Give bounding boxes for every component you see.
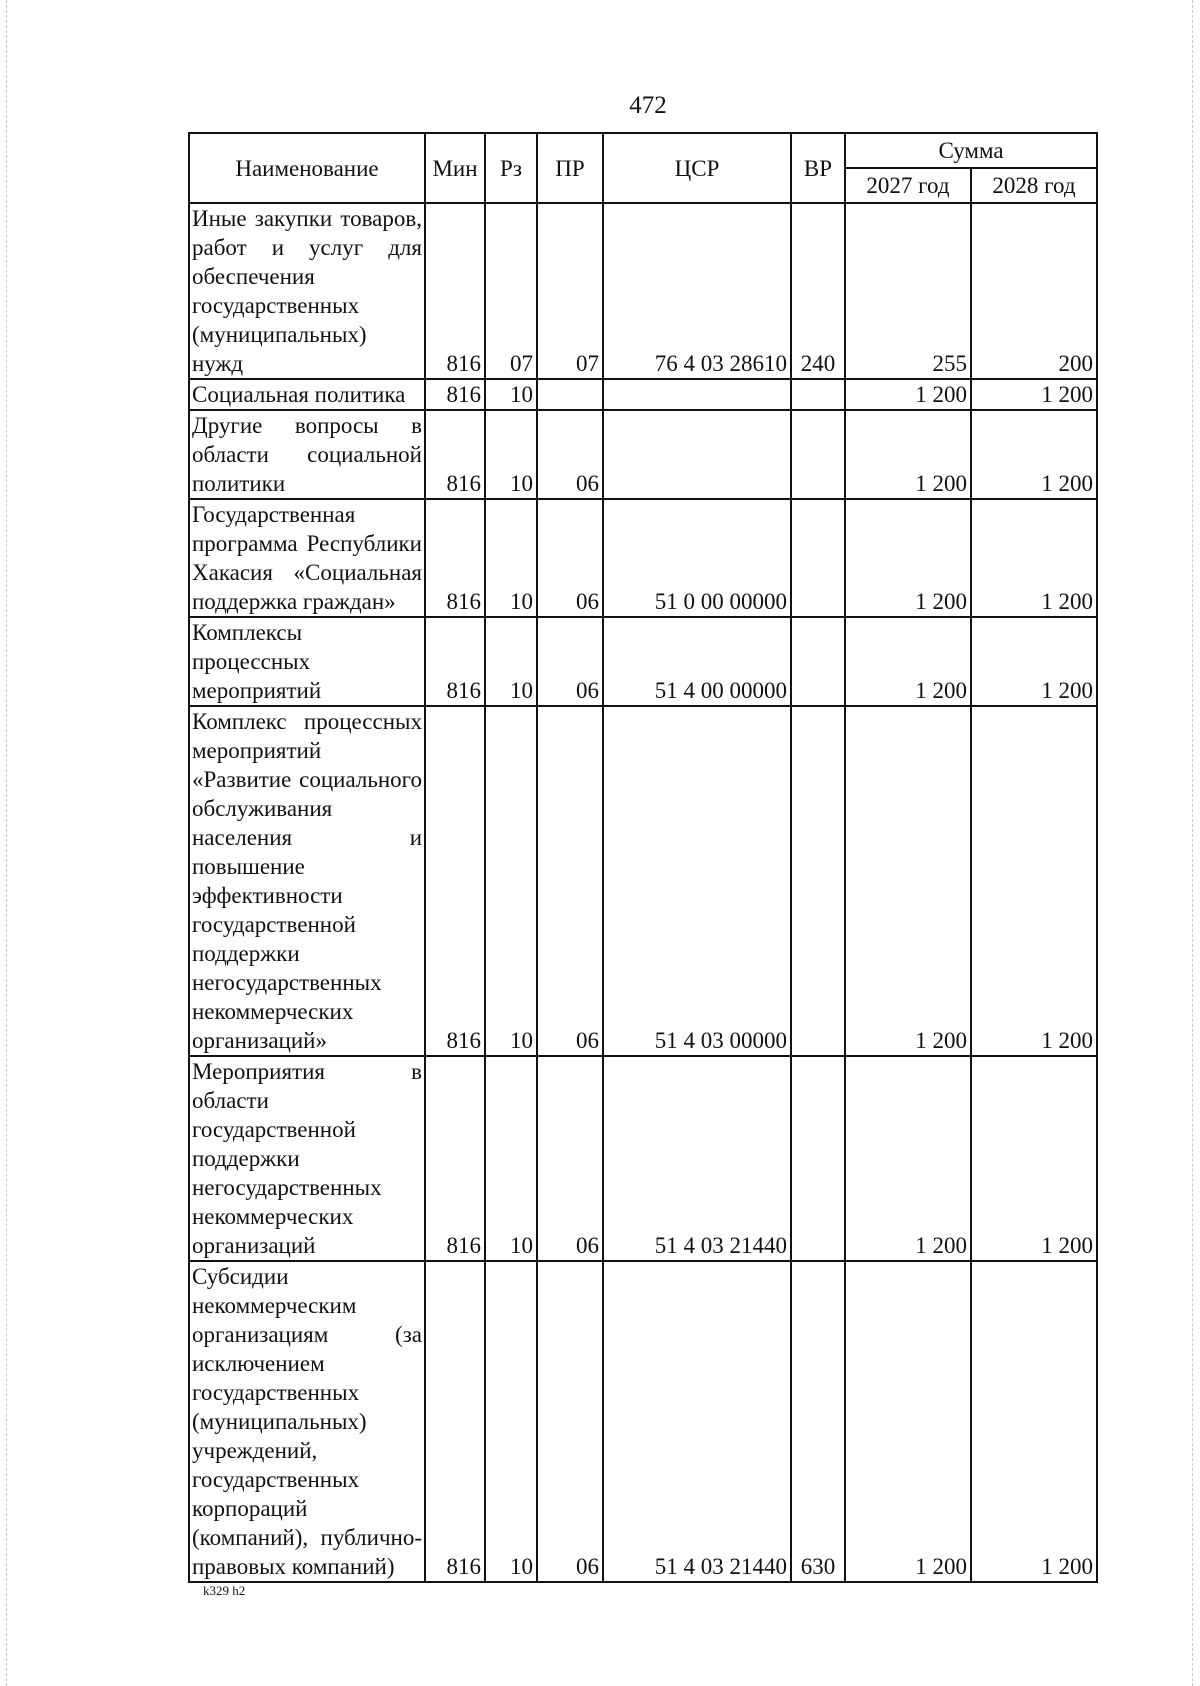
cell-min: 816 xyxy=(425,1261,485,1582)
cell-csr: 51 4 03 00000 xyxy=(603,706,791,1056)
document-code: k329 h2 xyxy=(203,1583,246,1598)
cell-min: 816 xyxy=(425,379,485,410)
cell-rz: 10 xyxy=(485,1261,537,1582)
cell-name: Иные закупки товаров, работ и услуг для обеспечения государственных (муниципальных) нужд xyxy=(189,203,425,379)
cell-y2028: 1 200 xyxy=(971,410,1097,499)
table-body xyxy=(189,203,1097,1582)
cell-name: Субсидии некоммерческим организациям (за исключением государственных (муниципальных) учреждений, государственных корпораций (компаний), публично-правовых компаний) xyxy=(189,1261,425,1582)
cell-rz: 07 xyxy=(485,203,537,379)
cell-y2027: 1 200 xyxy=(845,410,971,499)
cell-min: 816 xyxy=(425,1056,485,1261)
cell-pr: 07 xyxy=(537,203,603,379)
cell-pr: 06 xyxy=(537,410,603,499)
cell-pr: 06 xyxy=(537,706,603,1056)
scan-edge-left xyxy=(6,0,7,1686)
header-row xyxy=(189,133,1097,168)
cell-vr xyxy=(791,379,845,410)
cell-y2027: 1 200 xyxy=(845,379,971,410)
table-row xyxy=(189,410,1097,499)
cell-rz: 10 xyxy=(485,379,537,410)
table-row xyxy=(189,1056,1097,1261)
cell-name: Мероприятия в области государственной поддержки негосударственных некоммерческих организаций xyxy=(189,1056,425,1261)
cell-rz: 10 xyxy=(485,499,537,617)
cell-name: Другие вопросы в области социальной политики xyxy=(189,410,425,499)
cell-name: Государственная программа Республики Хакасия «Социальная поддержка граждан» xyxy=(189,499,425,617)
cell-pr: 06 xyxy=(537,1261,603,1582)
page-number: 472 xyxy=(629,92,667,119)
cell-rz: 10 xyxy=(485,706,537,1056)
cell-pr xyxy=(537,379,603,410)
cell-csr: 76 4 03 28610 xyxy=(603,203,791,379)
cell-min: 816 xyxy=(425,499,485,617)
header-sum: Сумма xyxy=(845,133,1097,168)
cell-min: 816 xyxy=(425,617,485,706)
cell-name: Социальная политика xyxy=(189,379,425,410)
cell-min: 816 xyxy=(425,706,485,1056)
cell-name: Комплексы процессных мероприятий xyxy=(189,617,425,706)
cell-y2027: 1 200 xyxy=(845,1261,971,1582)
cell-y2028: 1 200 xyxy=(971,1056,1097,1261)
header-2027: 2027 год xyxy=(845,168,971,203)
cell-csr: 51 4 03 21440 xyxy=(603,1056,791,1261)
header-vr: ВР xyxy=(791,133,845,203)
cell-csr xyxy=(603,379,791,410)
cell-rz: 10 xyxy=(485,617,537,706)
cell-vr xyxy=(791,617,845,706)
cell-vr: 240 xyxy=(791,203,845,379)
header-name: Наименование xyxy=(189,133,425,203)
table-row xyxy=(189,379,1097,410)
budget-table xyxy=(188,132,1098,1583)
cell-y2027: 1 200 xyxy=(845,499,971,617)
cell-min: 816 xyxy=(425,203,485,379)
cell-rz: 10 xyxy=(485,410,537,499)
cell-y2027: 1 200 xyxy=(845,617,971,706)
header-min: Мин xyxy=(425,133,485,203)
cell-rz: 10 xyxy=(485,1056,537,1261)
cell-y2028: 1 200 xyxy=(971,617,1097,706)
cell-min: 816 xyxy=(425,410,485,499)
cell-y2028: 1 200 xyxy=(971,499,1097,617)
cell-y2028: 1 200 xyxy=(971,379,1097,410)
header-rz: Рз xyxy=(485,133,537,203)
cell-y2027: 1 200 xyxy=(845,1056,971,1261)
cell-pr: 06 xyxy=(537,617,603,706)
table-row xyxy=(189,617,1097,706)
cell-y2028: 200 xyxy=(971,203,1097,379)
cell-csr xyxy=(603,410,791,499)
cell-pr: 06 xyxy=(537,499,603,617)
table-row xyxy=(189,1261,1097,1582)
cell-csr: 51 4 00 00000 xyxy=(603,617,791,706)
cell-y2027: 1 200 xyxy=(845,706,971,1056)
cell-y2027: 255 xyxy=(845,203,971,379)
cell-csr: 51 0 00 00000 xyxy=(603,499,791,617)
cell-vr xyxy=(791,706,845,1056)
cell-name: Комплекс процессных мероприятий «Развитие социального обслуживания населения и повышение эффективности государственной поддержки негосударственных некоммерческих организаций» xyxy=(189,706,425,1056)
scan-edge-right xyxy=(1192,0,1193,1686)
cell-y2028: 1 200 xyxy=(971,1261,1097,1582)
header-csr: ЦСР xyxy=(603,133,791,203)
table-row xyxy=(189,499,1097,617)
cell-vr: 630 xyxy=(791,1261,845,1582)
header-pr: ПР xyxy=(537,133,603,203)
table-row xyxy=(189,706,1097,1056)
cell-vr xyxy=(791,499,845,617)
cell-y2028: 1 200 xyxy=(971,706,1097,1056)
header-2028: 2028 год xyxy=(971,168,1097,203)
table-row xyxy=(189,203,1097,379)
cell-vr xyxy=(791,410,845,499)
cell-vr xyxy=(791,1056,845,1261)
cell-pr: 06 xyxy=(537,1056,603,1261)
cell-csr: 51 4 03 21440 xyxy=(603,1261,791,1582)
